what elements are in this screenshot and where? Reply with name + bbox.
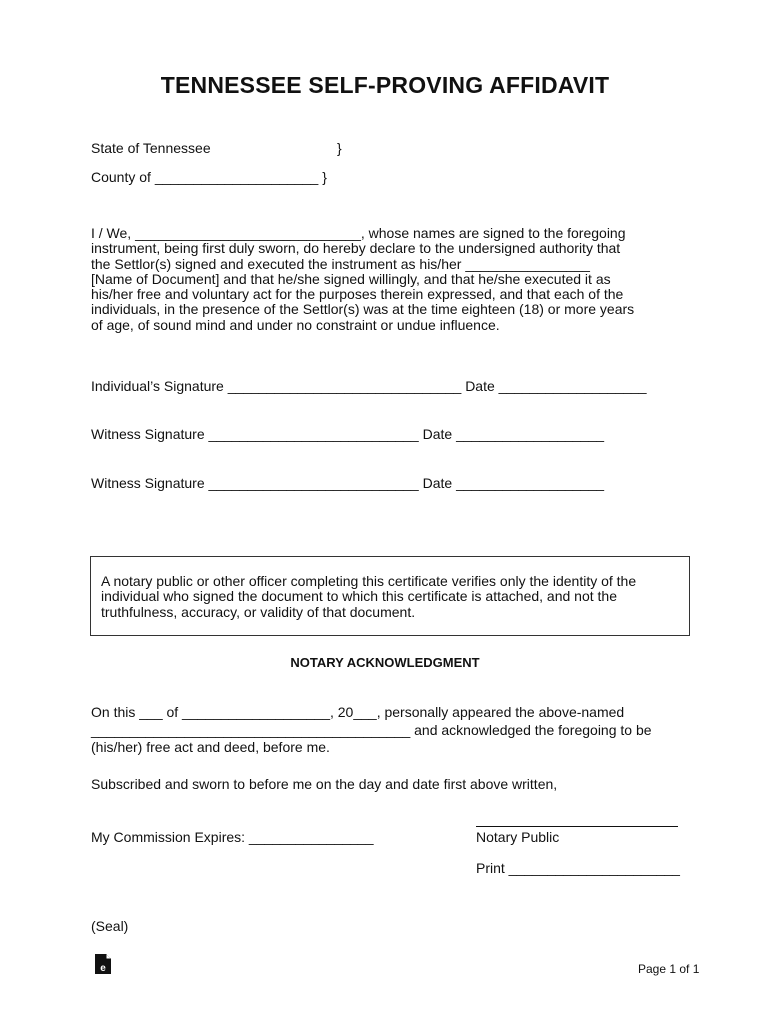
notice-line: individual who signed the document to which this certificate is attached, and not the — [101, 588, 617, 605]
notary-heading: NOTARY ACKNOWLEDGMENT — [290, 655, 480, 670]
acknowledgment-line: (his/her) free act and deed, before me. — [91, 739, 330, 755]
page-number: Page 1 of 1 — [638, 962, 700, 976]
document-title: TENNESSEE SELF-PROVING AFFIDAVIT — [160, 72, 610, 98]
paragraph-line: I / We, _____________________________, whose names are signed to the foregoing — [91, 225, 626, 241]
witness-signature-line-1: Witness Signature ___________________________ Date ___________________ — [91, 426, 605, 442]
individual-signature-line: Individual’s Signature ______________________________ Date ___________________ — [91, 378, 647, 394]
print-name-line: Print ______________________ — [476, 860, 680, 876]
paragraph-line: of age, of sound mind and under no constraint or undue influence. — [91, 316, 500, 333]
paragraph-line: the Settlor(s) signed and executed the instrument as his/her ________________ — [91, 255, 590, 272]
notary-signature-rule — [476, 826, 678, 827]
paragraph-line: instrument, being first duly sworn, do hereby declare to the undersigned authority that — [91, 240, 621, 257]
acknowledgment-line: _________________________________________ and acknowledged the foregoing to be — [91, 721, 652, 738]
seal-label: (Seal) — [91, 918, 129, 934]
acknowledgment-paragraph — [91, 704, 652, 757]
svg-text:e: e — [100, 963, 106, 974]
acknowledgment-line: On this ___ of ___________________, 20___, personally appeared the above-named — [91, 704, 625, 720]
affidavit-paragraph — [91, 226, 691, 333]
county-line: County of _____________________ } — [91, 169, 327, 185]
subscribed-statement: Subscribed and sworn to before me on the day and date first above written, — [91, 776, 558, 792]
commission-expires-line: My Commission Expires: ________________ — [91, 829, 374, 845]
state-line: State of Tennessee — [91, 140, 211, 156]
notice-text — [101, 574, 636, 620]
paragraph-line: individuals, in the presence of the Settlor(s) was at the time eighteen (18) or more years — [91, 301, 635, 318]
state-brace: } — [337, 140, 342, 156]
eforms-document-icon — [94, 953, 112, 975]
notary-public-label: Notary Public — [476, 829, 560, 845]
notice-line: A notary public or other officer completing this certificate verifies only the identity of the — [101, 573, 637, 589]
notary-notice-box — [90, 556, 690, 636]
paragraph-line: [Name of Document] and that he/she signed willingly, and that he/she executed it as — [91, 270, 611, 287]
witness-signature-line-2: Witness Signature ___________________________ Date ___________________ — [91, 475, 605, 491]
notice-line: truthfulness, accuracy, or validity of that document. — [101, 603, 416, 620]
paragraph-line: his/her free and voluntary act for the purposes therein expressed, and that each of the — [91, 286, 624, 303]
